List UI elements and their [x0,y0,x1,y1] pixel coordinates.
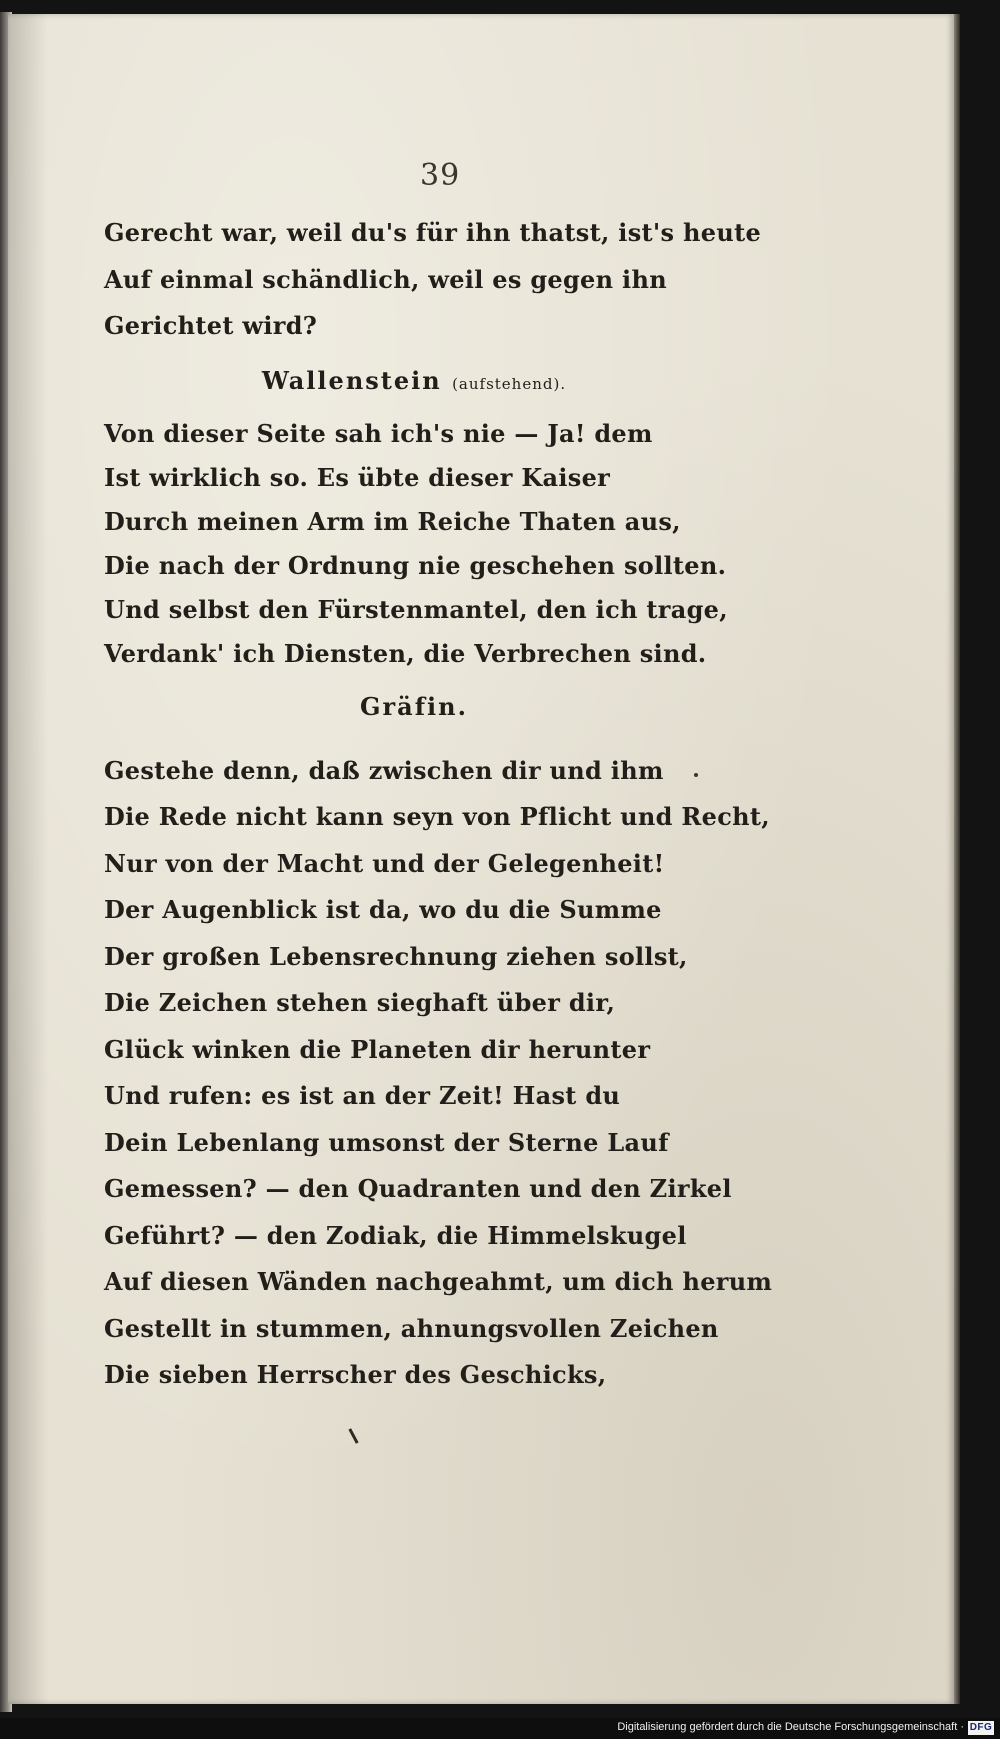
verse-line: Dein Lebenlang umsonst der Sterne Lauf [104,1127,669,1157]
speaker-heading-wallenstein [104,350,744,412]
speaker-name: Gräfin. [360,691,468,721]
verse-line: Und rufen: es ist an der Zeit! Hast du [104,1081,621,1110]
speaker-name: Wallenstein [261,365,442,395]
verse-line: Nur von der Macht und der Gelegenheit! [104,848,665,878]
verse-line: Gerecht war, weil du's für ihn thatst, ist's heute [104,218,762,247]
verse-line: Geführt? — den Zodiak, die Himmelskugel [104,1220,687,1250]
verse-line: Und selbst den Fürstenmantel, den ich trage, [104,594,728,624]
verse-line: Verdank' ich Diensten, die Verbrechen sind. [104,638,707,668]
verse-line: Auf einmal schändlich, weil es gegen ihn [104,264,667,294]
page-right-edge-shadow [954,14,960,1704]
verse-line: Gemessen? — den Quadranten und den Zirkel [104,1174,732,1203]
digitization-footer [0,1718,1000,1739]
verse-line: Die nach der Ordnung nie geschehen sollten. [104,550,727,580]
stage-direction: (aufstehend). [452,374,567,393]
dfg-logo: DFG [969,1722,993,1733]
page-number: 39 [420,158,461,193]
verse-line: Ist wirklich so. Es übte dieser Kaiser [104,462,611,492]
verse-line: Glück winken die Planeten dir herunter [104,1034,651,1064]
verse-line: Die sieben Herrscher des Geschicks, [104,1360,607,1389]
spacer [104,738,744,748]
verse-line: Gerichtet wird? [104,311,318,340]
verse-line: Der Augenblick ist da, wo du die Summe [104,895,662,924]
footer-credit-text: Digitalisierung gefördert durch die Deutsche Forschungsgemeinschaft · [617,1721,964,1733]
verse-line: Gestehe denn, daß zwischen dir und ihm [104,755,664,785]
verse-line: Der großen Lebensrechnung ziehen sollst, [104,941,688,971]
verse-line: Die Rede nicht kann seyn von Pflicht und Recht, [104,802,770,831]
verse-line: Gestellt in stummen, ahnungsvollen Zeichen [104,1313,719,1343]
verse-text-block [104,210,773,1399]
verse-line: Auf diesen Wänden nachgeahmt, um dich herum [104,1267,773,1296]
verse-line: Von dieser Seite sah ich's nie — Ja! dem [104,418,653,448]
verse-line: Die Zeichen stehen sieghaft über dir, [104,988,616,1017]
speaker-heading-graefin [104,676,744,738]
verse-line: Durch meinen Arm im Reiche Thaten aus, [104,506,681,536]
